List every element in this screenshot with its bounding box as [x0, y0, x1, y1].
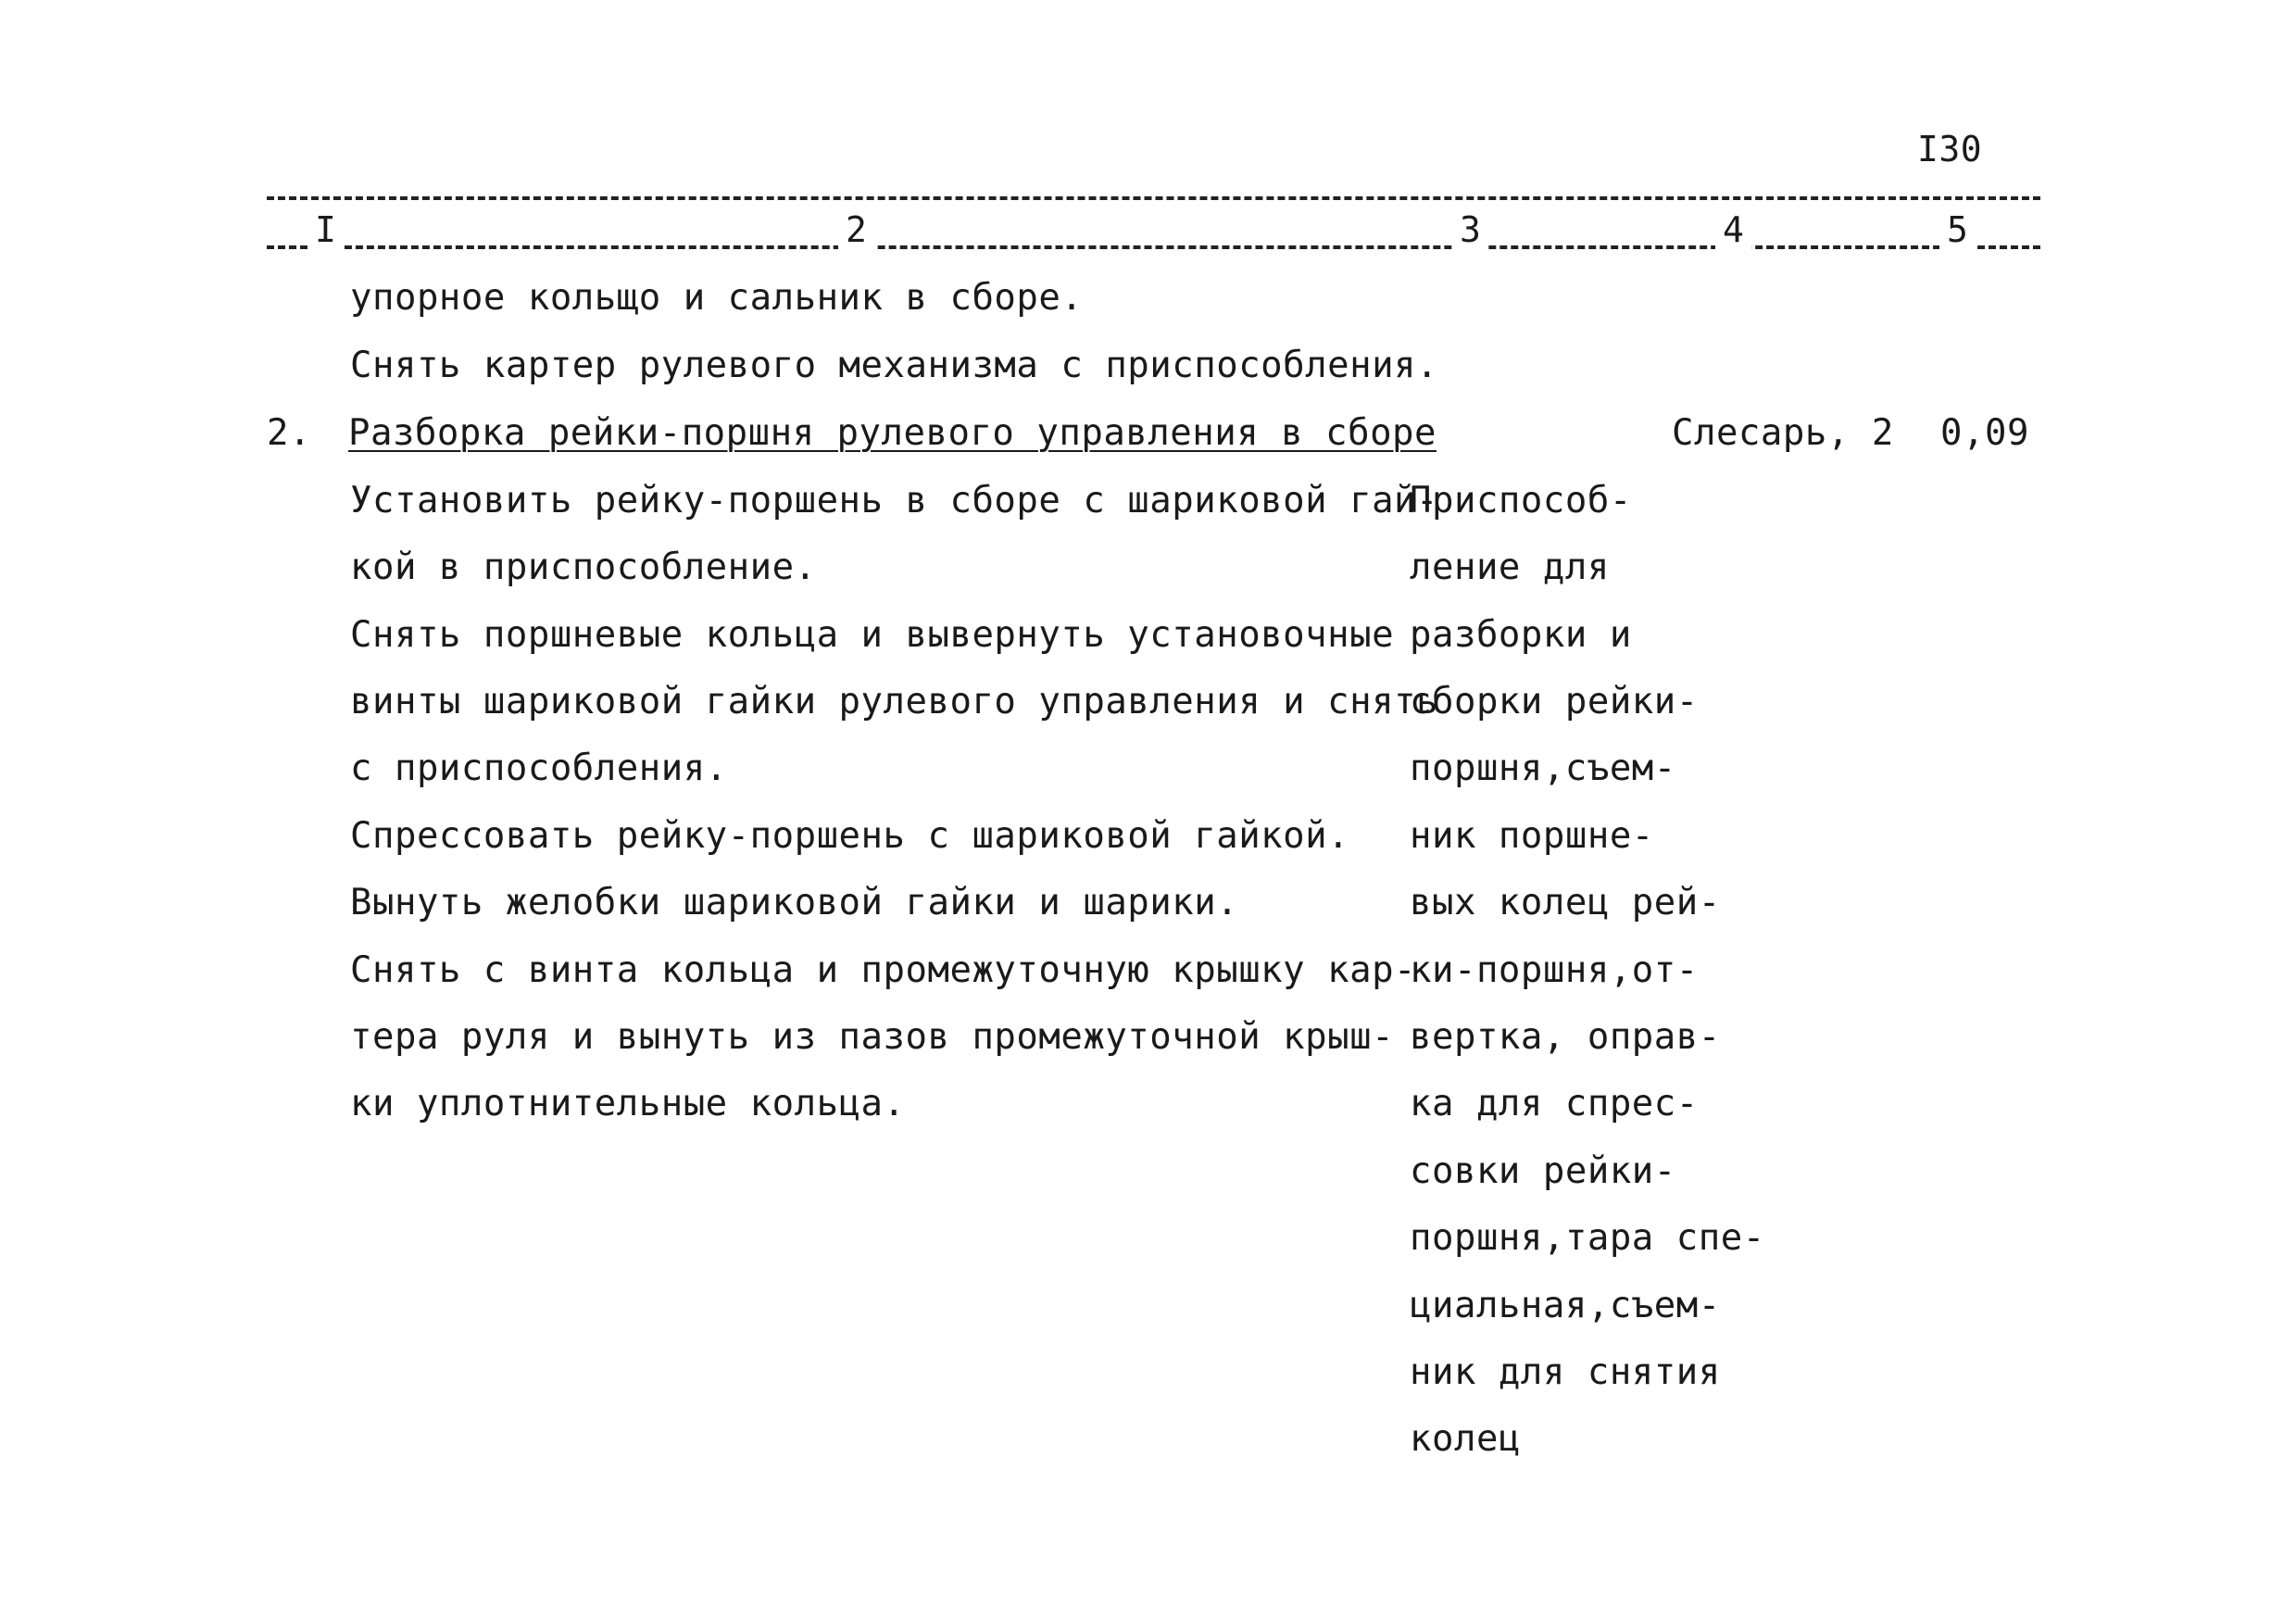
step-line: Вынуть желобки шариковой гайки и шарики.	[350, 882, 1239, 923]
step-line: с приспособления.	[350, 747, 728, 789]
tool-line: циальная,съем-	[1410, 1285, 1721, 1326]
step-line: Спрессовать рейку-поршень с шариковой гайкой.	[350, 815, 1350, 857]
intro-line: Снять картер рулевого механизма с приспособления.	[350, 345, 1439, 386]
step-line: Снять с винта кольца и промежуточную крышку кар-	[350, 949, 1417, 991]
page-number: I30	[1917, 129, 1983, 170]
header-top-rule	[267, 196, 2040, 200]
tool-line: поршня,съем-	[1410, 747, 1676, 789]
tool-line: ление для	[1410, 546, 1610, 588]
tool-line: ка для спрес-	[1410, 1083, 1699, 1124]
operation-title: Разборка рейки-поршня рулевого управления в сборе	[348, 412, 1437, 454]
step-line: ки уплотнительные кольца.	[350, 1083, 906, 1124]
column-header-4: 4	[1715, 209, 1751, 250]
tool-line: разборки и	[1410, 614, 1632, 656]
tool-line: совки рейки-	[1410, 1150, 1676, 1192]
column-header-2: 2	[838, 209, 874, 250]
column-header-3: 3	[1452, 209, 1488, 250]
tool-line: ки-поршня,от-	[1410, 949, 1699, 991]
step-line: Установить рейку-поршень в сборе с шариковой гай-	[350, 480, 1439, 521]
tool-line: вертка, оправ-	[1410, 1016, 1721, 1058]
tool-line: Приспособ-	[1410, 480, 1632, 521]
tool-line: колец	[1410, 1418, 1521, 1460]
tool-line: ник поршне-	[1410, 815, 1654, 857]
column-header-5: 5	[1939, 209, 1976, 250]
step-line: Снять поршневые кольца и вывернуть установочные	[350, 614, 1395, 656]
tool-line: вых колец рей-	[1410, 882, 1721, 923]
step-line: тера руля и вынуть из пазов промежуточной крыш-	[350, 1016, 1395, 1058]
header-bottom-rule	[267, 245, 2040, 249]
intro-line: упорное кольщо и сальник в сборе.	[350, 277, 1084, 319]
operation-time: 0,09	[1940, 412, 2029, 454]
tool-line: поршня,тара спе-	[1410, 1217, 1765, 1259]
step-line: кой в приспособление.	[350, 546, 817, 588]
step-line: винты шариковой гайки рулевого управления и снять	[350, 681, 1439, 722]
operation-worker: Слесарь, 2	[1672, 412, 1894, 454]
column-header-1: I	[307, 209, 344, 250]
tool-line: ник для снятия	[1410, 1351, 1721, 1393]
tool-line: сборки рейки-	[1410, 681, 1699, 722]
operation-number: 2.	[267, 412, 311, 454]
